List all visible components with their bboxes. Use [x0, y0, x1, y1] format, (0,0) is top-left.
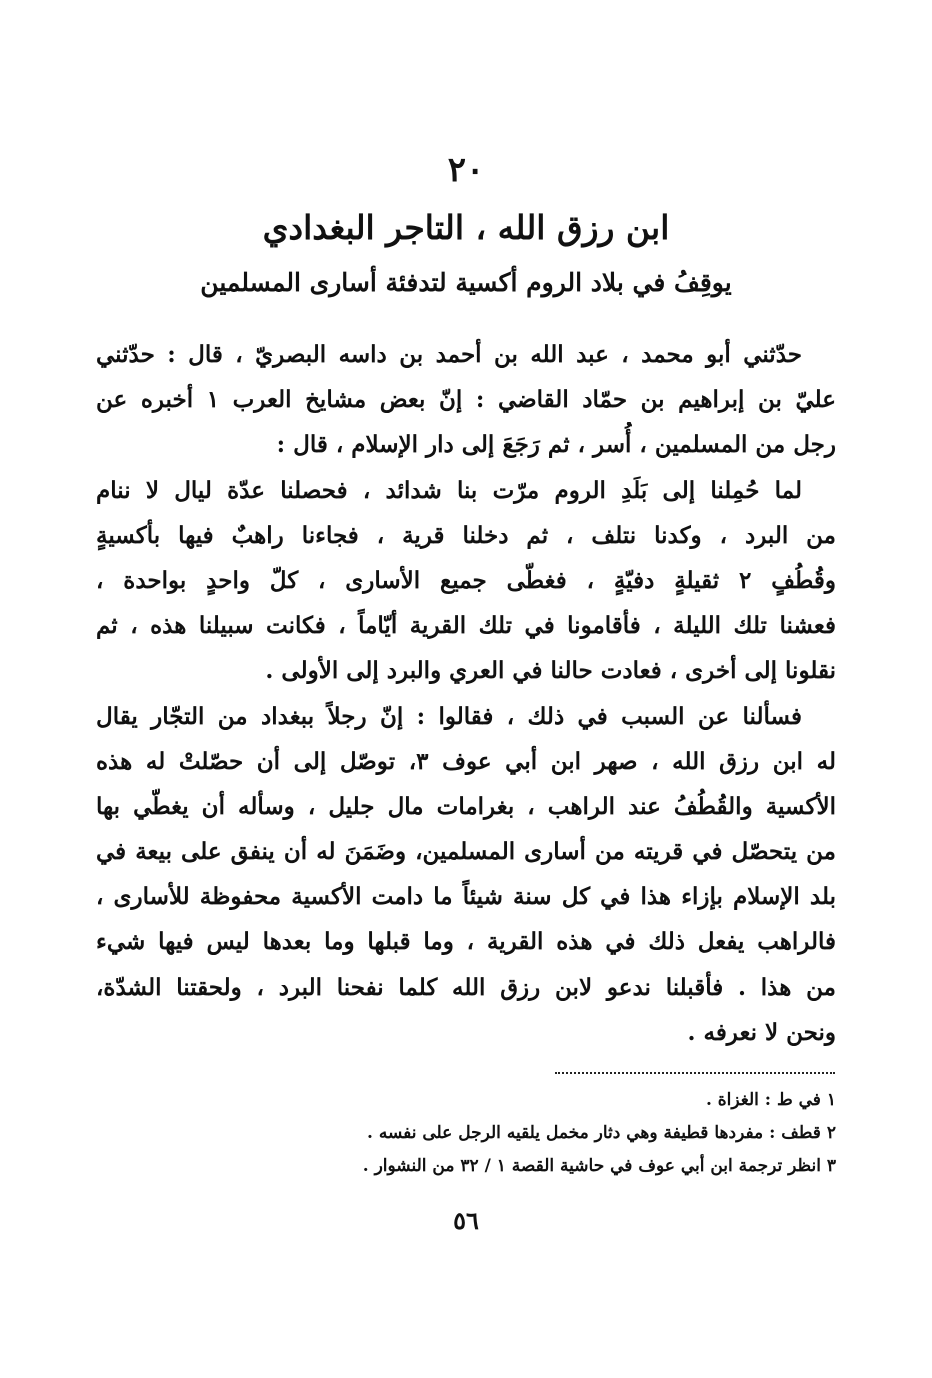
page-number: ٥٦	[453, 1206, 479, 1235]
footnote-divider	[555, 1072, 835, 1074]
text-line: فالراهب يفعل ذلك في هذه القرية ، وما قبلها وما بعدها ليس فيها شيء	[96, 928, 836, 956]
footnote-2: ٢ قطف : مفردها قطيفة وهي دثار مخمل يلقيه الرجل على نفسه .	[367, 1123, 836, 1143]
text-line: من البرد ، وكدنا نتلف ، ثم دخلنا قرية ، فجاءنا راهبٌ فيها بأكسيةٍ	[96, 521, 836, 549]
paragraph-2	[96, 468, 836, 694]
text-line: رجل من المسلمين ، أُسر ، ثم رَجَعَ إلى دار الإسلام ، قال :	[276, 431, 836, 459]
footnote-1: ١ في ط : الغزاة .	[705, 1090, 836, 1110]
text-line: فعشنا تلك الليلة ، فأقامونا في تلك القرية أيّاماً ، فكانت سبيلنا هذه ، ثم	[96, 612, 836, 640]
story-title: ابن رزق الله ، التاجر البغدادي	[262, 208, 670, 247]
text-line: الأكسية والقُطُفُ عند الراهب ، بغرامات مال جليل ، وسأله أن يغطّي بها	[96, 792, 836, 820]
text-line: حدّثني أبو محمد ، عبد الله بن أحمد بن داسه البصريّ ، قال : حدّثني	[96, 341, 802, 368]
text-line: عليّ بن إبراهيم بن حمّاد القاضي : إنّ بعض مشايخ العرب ١ أخبره عن	[96, 386, 836, 414]
paragraph-1	[96, 332, 836, 468]
text-line: وقُطُفٍ ٢ ثقيلةٍ دفيّةٍ ، فغطّى جميع الأسارى ، كلّ واحدٍ بواحدة ،	[96, 566, 836, 594]
text-line: من يتحصّل في قريته من أسارى المسلمين، وضَمَنَ له أن ينفق على بيعة في	[96, 838, 836, 866]
chapter-number: ٢٠	[447, 150, 485, 190]
text-line: بلد الإسلام بإزاء هذا في كل سنة شيئاً ما دامت الأكسية محفوظة للأسارى ،	[96, 883, 836, 911]
text-line: ونحن لا نعرفه .	[687, 1018, 836, 1046]
paragraph-3	[96, 694, 836, 1056]
text-line: له ابن رزق الله ، صهر ابن أبي عوف ٣، توصّل إلى أن حصّلتْ له هذه	[96, 747, 836, 775]
text-line: من هذا . فأقبلنا ندعو لابن رزق الله كلما نفحنا البرد ، ولحقتنا الشدّة،	[96, 973, 836, 1001]
story-body	[96, 332, 836, 1055]
footnotes	[96, 1084, 836, 1183]
footnote-3: ٣ انظر ترجمة ابن أبي عوف في حاشية القصة ١ / ٣٢ من النشوار .	[362, 1156, 836, 1176]
story-subtitle: يوقِفُ في بلاد الروم أكسية لتدفئة أسارى المسلمين	[200, 268, 732, 297]
text-line: فسألنا عن السبب في ذلك ، فقالوا : إنّ رجلاً ببغداد من التجّار يقال	[96, 702, 802, 730]
text-line: نقلونا إلى أخرى ، فعادت حالنا في العري والبرد إلى الأولى .	[265, 657, 836, 685]
text-line: لما حُمِلنا إلى بَلَدِ الروم مرّت بنا شدائد ، فحصلنا عدّة ليال لا ننام	[96, 476, 802, 504]
